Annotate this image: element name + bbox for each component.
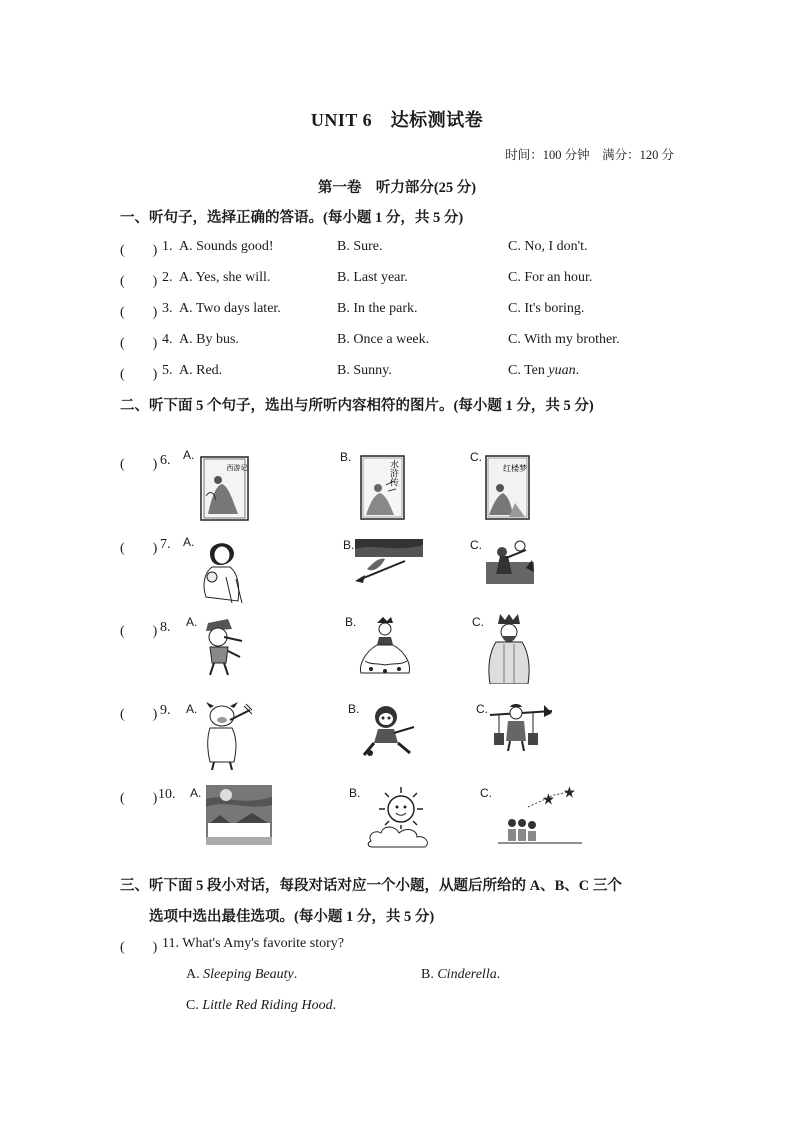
option-c-label: C.	[470, 450, 482, 464]
question-number: 1.	[162, 239, 173, 254]
option-a-label: A.	[183, 535, 195, 549]
part-heading: 第一卷 听力部分(25 分)	[317, 180, 477, 196]
option-c-label: C.	[472, 615, 484, 629]
section3-heading-line1: 三、听下面 5 段小对话，每段对话对应一个小题，从题后所给的 A、B、C 三个	[120, 878, 622, 894]
option-c: C. No, I don't.	[508, 239, 588, 254]
option-c-label: C.	[480, 786, 492, 800]
question-number: 3.	[162, 301, 173, 316]
answer-blank[interactable]: ( )	[120, 243, 158, 258]
option-a: A. Sleeping Beauty.	[186, 967, 298, 982]
option-b: B. Sure.	[337, 239, 383, 254]
option-a-label: A.	[186, 615, 198, 629]
option-a: A. Red.	[179, 363, 223, 378]
book-title: 红楼梦	[503, 464, 527, 473]
book-shuihuzhuan-icon[interactable]	[360, 455, 406, 521]
sun-clouds-icon[interactable]	[365, 785, 433, 849]
question-number: 5.	[162, 363, 173, 378]
book-hongloumeng-icon[interactable]	[485, 455, 531, 521]
answer-blank[interactable]: ( )	[120, 791, 158, 806]
option-b-label: B.	[345, 615, 357, 629]
witch-broom-icon[interactable]	[355, 539, 423, 585]
option-c-label: C.	[470, 538, 482, 552]
option-b: B. Once a week.	[337, 332, 430, 347]
hunter-shooting-icon[interactable]	[486, 538, 534, 584]
sha-seng-icon[interactable]	[490, 703, 552, 753]
answer-blank[interactable]: ( )	[120, 707, 158, 722]
option-b: B. Sunny.	[337, 363, 392, 378]
monkey-king-icon[interactable]	[360, 703, 416, 759]
book-title: 水浒传	[388, 459, 398, 487]
option-a-label: A.	[186, 702, 198, 716]
section3-heading-line2: 选项中选出最佳选项。(每小题 1 分，共 5 分)	[149, 909, 435, 925]
option-c: C. With my brother.	[508, 332, 620, 347]
option-c: C. Little Red Riding Hood.	[186, 998, 337, 1013]
option-a-label: A.	[183, 448, 195, 462]
answer-blank[interactable]: ( )	[120, 940, 158, 955]
answer-blank[interactable]: ( )	[120, 541, 158, 556]
option-b: B. In the park.	[337, 301, 418, 316]
option-a: A. Two days later.	[179, 301, 281, 316]
children-stars-icon[interactable]	[498, 785, 582, 847]
question-number: 4.	[162, 332, 173, 347]
answer-blank[interactable]: ( )	[120, 305, 158, 320]
option-a: A. By bus.	[179, 332, 239, 347]
time-info: 时间：100 分钟 满分：120 分	[505, 148, 674, 162]
option-c-label: C.	[476, 702, 488, 716]
zhu-bajie-icon[interactable]	[200, 700, 252, 770]
option-a: A. Yes, she will.	[179, 270, 271, 285]
book-xiyouji-icon[interactable]	[200, 456, 250, 522]
answer-blank[interactable]: ( )	[120, 336, 158, 351]
option-b-label: B.	[343, 538, 355, 552]
question-number: 2.	[162, 270, 173, 285]
answer-blank[interactable]: ( )	[120, 457, 158, 472]
option-b-label: B.	[340, 450, 352, 464]
section1-heading: 一、听句子，选择正确的答语。(每小题 1 分，共 5 分)	[120, 210, 464, 226]
option-b-label: B.	[349, 786, 361, 800]
question-number: 10.	[158, 787, 176, 802]
page-title: UNIT 6 达标测试卷	[310, 110, 484, 130]
question-number: 9.	[160, 703, 171, 718]
question-number: 7.	[160, 537, 171, 552]
section2-heading: 二、听下面 5 个句子，选出与所听内容相符的图片。(每小题 1 分，共 5 分)	[120, 398, 594, 414]
princess-icon[interactable]	[357, 617, 415, 675]
king-icon[interactable]	[486, 614, 532, 684]
answer-blank[interactable]: ( )	[120, 367, 158, 382]
answer-blank[interactable]: ( )	[120, 624, 158, 639]
option-c: C. It's boring.	[508, 301, 585, 316]
question-text: 11. What's Amy's favorite story?	[162, 936, 344, 951]
answer-blank[interactable]: ( )	[120, 274, 158, 289]
book-title: 西游记	[226, 464, 248, 472]
snow-white-icon[interactable]	[196, 537, 250, 605]
option-c: C. For an hour.	[508, 270, 593, 285]
option-b: B. Last year.	[337, 270, 408, 285]
option-c: C. Ten yuan.	[508, 363, 580, 378]
option-b-label: B.	[348, 702, 360, 716]
option-a: A. Sounds good!	[179, 239, 274, 254]
pinocchio-icon[interactable]	[196, 615, 248, 677]
option-b: B. Cinderella.	[421, 967, 501, 982]
option-a-label: A.	[190, 786, 202, 800]
question-number: 8.	[160, 620, 171, 635]
question-number: 6.	[160, 453, 171, 468]
moon-night-icon[interactable]	[206, 785, 272, 845]
